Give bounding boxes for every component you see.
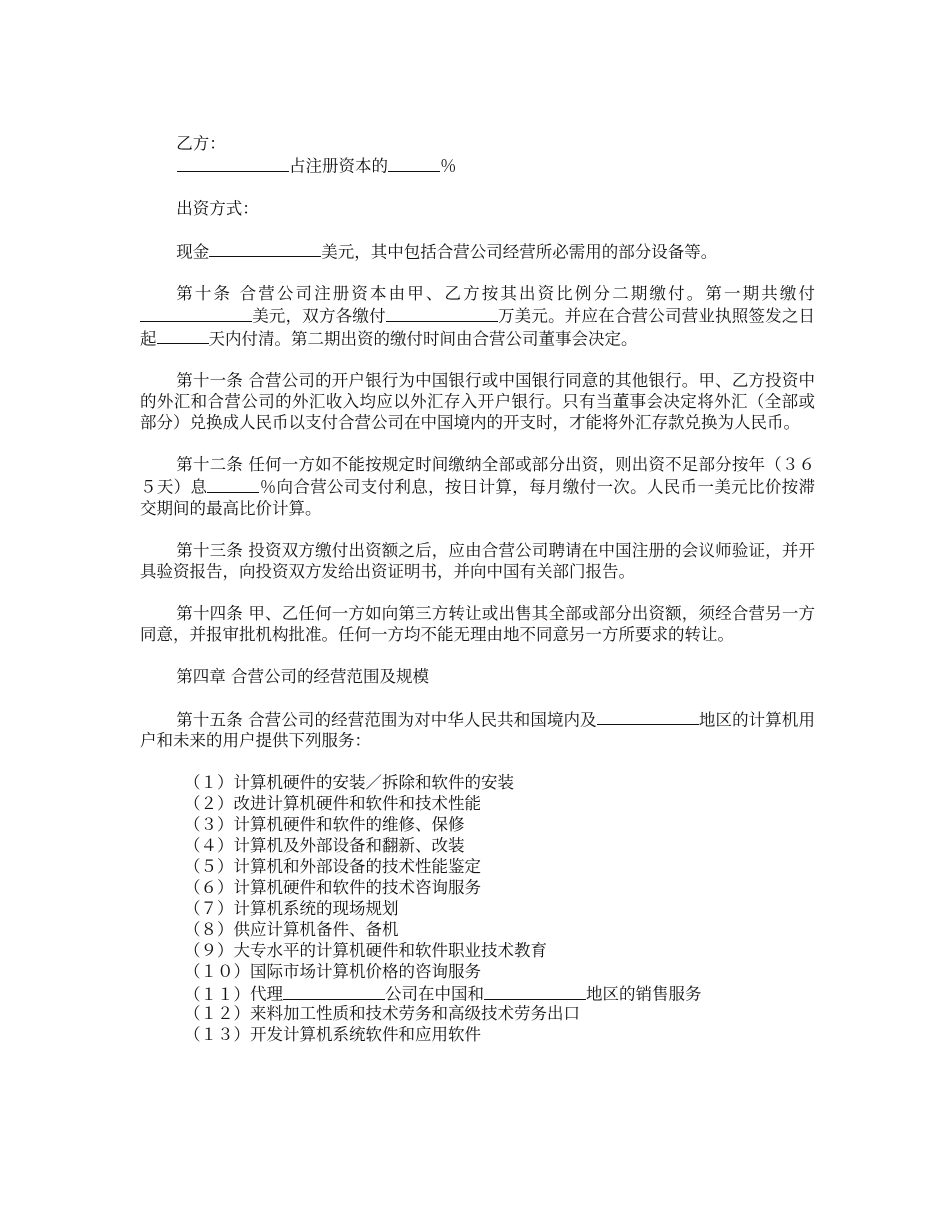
article-10-part2: 美元，双方各缴付	[252, 306, 386, 326]
percent-sign: ％	[440, 156, 457, 176]
service-number: （１０）	[184, 962, 250, 981]
list-item	[184, 919, 815, 940]
service-number: （４）	[184, 836, 234, 855]
party-b-percent-blank[interactable]	[388, 154, 440, 172]
service-number: （６）	[184, 878, 234, 897]
list-item	[184, 940, 815, 961]
party-b-name-blank[interactable]	[177, 154, 289, 172]
article-11: 第十一条 合营公司的开户银行为中国银行或中国银行同意的其他银行。甲、乙方投资中的外汇和合营公司的外汇收入均应以外汇存入开户银行。只有当董事会决定将外汇（全部或部分）兑换成人民币以支付合营公司在中国境内的开支时，才能将外汇存款兑换为人民币。	[140, 371, 815, 432]
list-item	[184, 1003, 815, 1024]
list-item	[184, 898, 815, 919]
contract-page	[140, 133, 815, 1045]
service-text: 改进计算机硬件和软件和技术性能	[233, 794, 481, 813]
service-text: 供应计算机备件、备机	[233, 920, 399, 939]
article-14: 第十四条 甲、乙任何一方如向第三方转让或出售其全部或部分出资额，须经合营另一方同意，并报审批机构批准。任何一方均不能无理由地不同意另一方所要求的转让。	[140, 603, 815, 644]
each-party-amount-blank[interactable]	[386, 304, 498, 322]
service-text: 来料加工性质和技术劳务和高级技术劳务出口	[250, 1004, 580, 1023]
list-item	[184, 1024, 815, 1045]
article-10-part4: 天内付清。第二期出资的缴付时间由合营公司董事会决定。	[208, 329, 638, 348]
article-15	[140, 708, 815, 752]
service-number: （８）	[184, 920, 234, 939]
service-number: （２）	[184, 794, 234, 813]
cash-line	[140, 240, 815, 263]
article-12-part2: ％向合营公司支付利息，按日计算，每月缴付一次。人民币一美元比价按滞交期间的最高比价计算。	[140, 477, 816, 518]
region-blank[interactable]	[597, 708, 699, 726]
agency-company-blank[interactable]	[283, 982, 385, 1000]
list-item	[184, 856, 815, 877]
cash-suffix: 美元，其中包括合营公司经营所必需用的部分设备等。	[321, 242, 718, 261]
list-item	[184, 793, 815, 814]
service-number: （９）	[184, 941, 234, 960]
party-b-label: 乙方：	[176, 134, 226, 153]
first-installment-blank[interactable]	[140, 304, 252, 322]
days-blank[interactable]	[157, 327, 209, 345]
service-text: 国际市场计算机价格的咨询服务	[250, 962, 481, 981]
article-10-part1: 第十条 合营公司注册资本由甲、乙方按其出资比例分二期缴付。第一期共缴付	[176, 284, 815, 303]
service-number: （１１）	[184, 984, 250, 1004]
service-text: 计算机硬件的安装／拆除和软件的安装	[233, 773, 514, 792]
list-item	[184, 835, 815, 856]
contribution-method-label: 出资方式：	[176, 198, 259, 218]
service-11-end: 地区的销售服务	[586, 984, 702, 1004]
service-number: （５）	[184, 857, 234, 876]
list-item	[184, 982, 815, 1003]
article-12-part1: 第十二条 任何一方如不能按规定时间缴纳全部或部分出资，则出资不足部分按年（３６５天）息	[140, 455, 815, 497]
service-number: （１）	[184, 773, 234, 792]
article-15-part1: 第十五条 合营公司的经营范围为对中华人民共和国境内及	[176, 710, 597, 729]
service-number: （７）	[184, 899, 234, 918]
list-item	[184, 814, 815, 835]
services-list	[140, 772, 815, 1045]
service-text: 开发计算机系统软件和应用软件	[250, 1025, 481, 1044]
list-item	[184, 961, 815, 982]
service-number: （１３）	[184, 1025, 250, 1044]
cash-amount-blank[interactable]	[209, 240, 321, 258]
party-b-share-line	[177, 154, 815, 177]
list-item	[184, 772, 815, 793]
article-15-part2: 地区的计算机用户和未来的用户提供下列服务：	[140, 710, 815, 750]
chapter-4-heading: 第四章 合营公司的经营范围及规模	[176, 666, 430, 686]
interest-rate-blank[interactable]	[207, 475, 259, 493]
service-text: 代理	[250, 984, 283, 1004]
article-13: 第十三条 投资双方缴付出资额之后，应由合营公司聘请在中国注册的会议师验证，并开具验资报告，向投资双方发给出资证明书，并向中国有关部门报告。	[140, 540, 815, 581]
service-number: （３）	[184, 815, 234, 834]
sales-region-blank[interactable]	[484, 982, 586, 1000]
service-text: 计算机硬件和软件的维修、保修	[233, 815, 465, 834]
service-number: （１２）	[184, 1004, 250, 1023]
article-10	[140, 283, 815, 349]
service-text: 计算机硬件和软件的技术咨询服务	[233, 878, 481, 897]
service-text: 计算机系统的现场规划	[233, 899, 399, 918]
service-text: 计算机及外部设备和翻新、改装	[233, 836, 465, 855]
cash-prefix: 现金	[176, 242, 210, 261]
article-12	[140, 454, 815, 519]
list-item	[184, 877, 815, 898]
article-10-part3: 万美元。并应在合营公司营业执照签发之日起	[140, 306, 816, 348]
service-text: 计算机和外部设备的技术性能鉴定	[233, 857, 481, 876]
service-11-mid: 公司在中国和	[385, 984, 484, 1004]
service-text: 大专水平的计算机硬件和软件职业技术教育	[233, 941, 547, 960]
party-b-share-text: 占注册资本的	[289, 156, 388, 176]
